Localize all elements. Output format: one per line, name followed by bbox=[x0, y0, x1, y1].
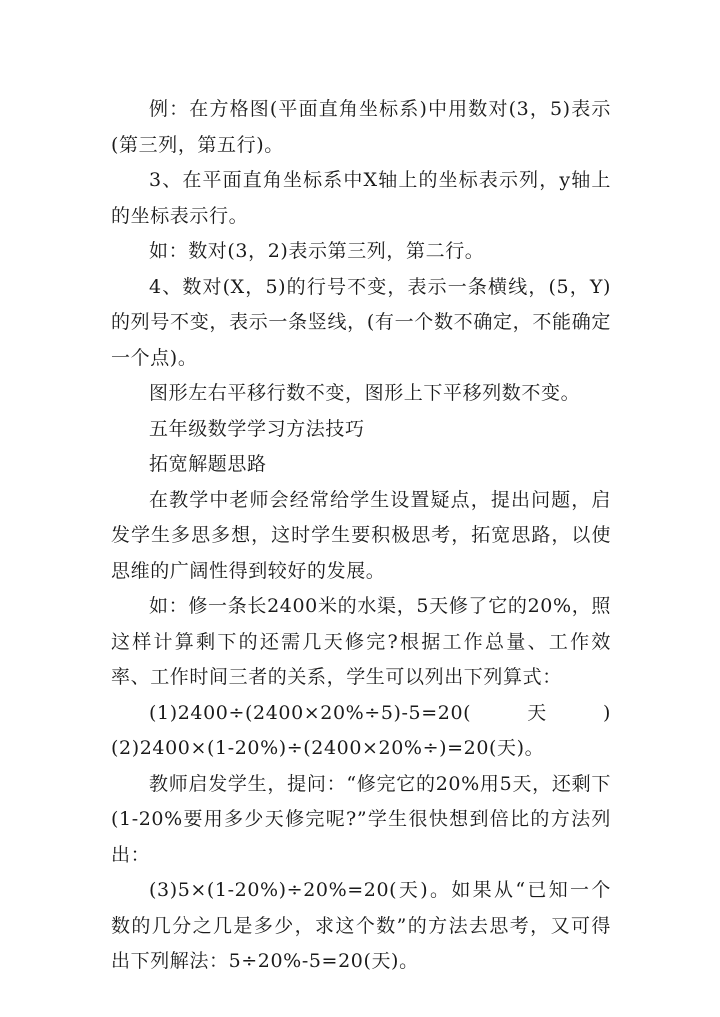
paragraph-formula-3: (3)5×(1-20%)÷20%=20(天)。如果从“已知一个数的几分之几是多少，求这个数”的方法去思考，又可得出下列解法：5÷20%-5=20(天)。 bbox=[111, 879, 611, 972]
paragraph-example-coordinates: 例：在方格图(平面直角坐标系)中用数对(3，5)表示(第三列，第五行)。 bbox=[111, 98, 611, 156]
paragraph-lines: 4、数对(X，5)的行号不变，表示一条横线，(5，Y)的列号不变，表示一条竖线，(有一个数不确定，不能确定一个点)。 bbox=[111, 275, 611, 369]
paragraph-teaching: 在教学中老师会经常给学生设置疑点，提出问题，启发学生多思多想，这时学生要积极思考，拓宽思路，以使思维的广阔性得到较好的发展。 bbox=[111, 488, 611, 582]
paragraph-translation: 图形左右平移行数不变，图形上下平移列数不变。 bbox=[149, 382, 581, 404]
paragraph-formulas-1-2: (1)2400÷(2400×20%÷5)-5=20(天)(2)2400×(1-20%)÷(2400×20%÷)=20(天)。 bbox=[111, 701, 611, 759]
subheading-broaden-thinking: 拓宽解题思路 bbox=[149, 453, 267, 475]
document-page bbox=[111, 92, 611, 980]
paragraph-pair-example: 如：数对(3，2)表示第三列，第二行。 bbox=[149, 240, 485, 262]
paragraph-teacher-question: 教师启发学生，提问：“修完它的20%用5天，还剩下(1-20%要用多少天修完呢?”学生很快想到倍比的方法列出： bbox=[111, 772, 611, 866]
section-heading-methods: 五年级数学学习方法技巧 bbox=[149, 417, 365, 440]
paragraph-canal-problem: 如：修一条长2400米的水渠，5天修了它的20%，照这样计算剩下的还需几天修完?根据工作总量、工作效率、工作时间三者的关系，学生可以列出下列算式： bbox=[111, 595, 611, 688]
paragraph-axis-meaning: 3、在平面直角坐标系中X轴上的坐标表示列，y轴上的坐标表示行。 bbox=[111, 169, 611, 227]
